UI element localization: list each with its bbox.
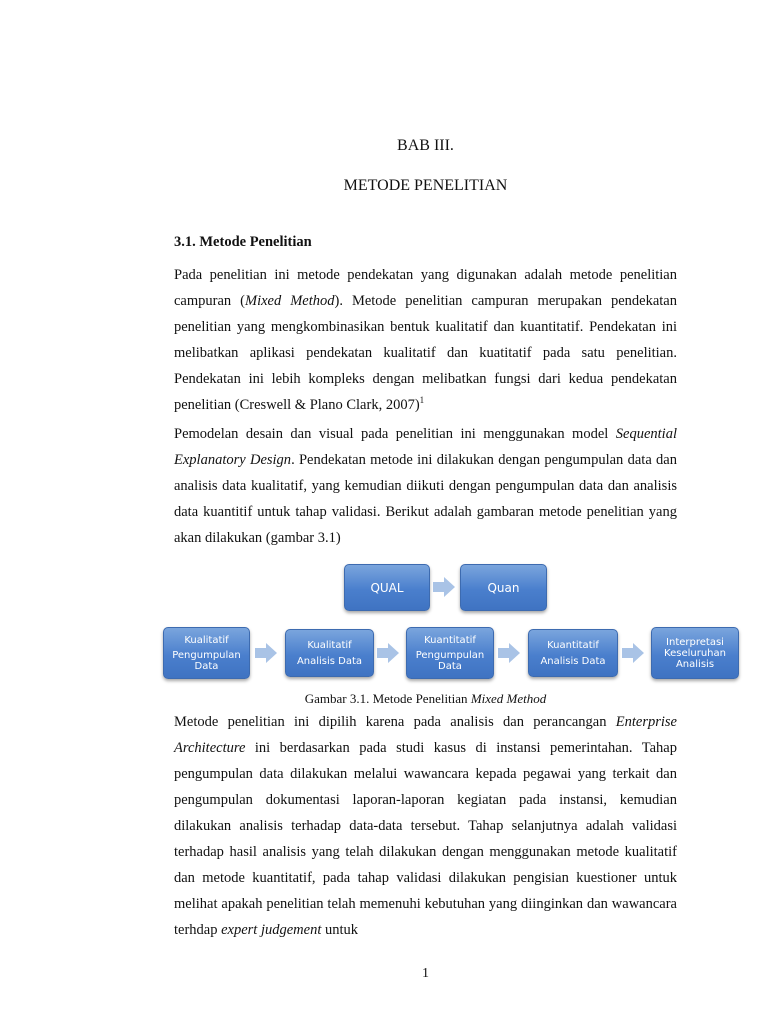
- paragraph-text: . Pendekatan metode ini dilakukan dengan pengumpulan data dan analisis data kualitatif, yang kemudian diikuti dengan pengumpulan data dan analisis data kuantitif untuk tahap validasi. Berikut adalah gambaran metode penelitian yang akan dilakukan (gambar 3.1): [174, 452, 677, 546]
- step-line: Analisis Data: [540, 655, 606, 667]
- step-line: Interpretasi: [666, 636, 724, 648]
- emphasis-text: Sequential Explanatory Design: [174, 426, 677, 468]
- section-heading: 3.1. Metode Penelitian: [174, 234, 312, 250]
- step-line: Data: [194, 660, 219, 672]
- caption-text: Gambar 3.1. Metode Penelitian: [304, 691, 471, 706]
- paragraph-text: untuk: [321, 922, 359, 938]
- paragraph-method-rationale: [174, 709, 677, 943]
- paragraph-mixed-method: [174, 262, 677, 418]
- paragraph-sequential-design: [174, 421, 677, 551]
- step-title: Kuantitatif: [547, 639, 599, 651]
- page-number: 1: [422, 966, 429, 981]
- paragraph-text: Metode penelitian ini dipilih karena pada analisis dan perancangan: [174, 714, 616, 730]
- emphasis-text: Enterprise Architecture: [174, 714, 677, 756]
- chapter-label: BAB III.: [397, 137, 454, 154]
- paragraph-text: ). Metode penelitian campuran merupakan pendekatan penelitian yang mengkombinasikan bentuk kualitatif dan kuantitatif. Pendekatan ini melibatkan aplikasi pendekatan kualitatif dan kuatitatif pada satu penelitian. Pendekatan ini lebih kompleks dengan melibatkan fungsi dari kedua pendekatan penelitian (Creswell & Plano Clark, 2007): [174, 293, 677, 413]
- paragraph-text: Pemodelan desain dan visual pada penelitian ini menggunakan model: [174, 426, 616, 442]
- figure-caption: [174, 691, 677, 707]
- step-title: Kualitatif: [307, 639, 352, 651]
- chapter-title: METODE PENELITIAN: [343, 177, 508, 194]
- paragraph-text: Pada penelitian ini metode pendekatan yang digunakan adalah metode penelitian campuran (: [174, 267, 677, 309]
- step-line: Pengumpulan: [415, 649, 485, 661]
- diagram-box-quan: [460, 564, 547, 611]
- emphasis-text: Mixed Method: [244, 293, 335, 309]
- diagram-step-3: [406, 627, 494, 679]
- emphasis-text: expert judgement: [221, 922, 322, 938]
- paragraph-text: ini berdasarkan pada studi kasus di instansi pemerintahan. Tahap pengumpulan data dilakukan melalui wawancara kepada pegawai yang terkait dan pengumpulan dokumentasi laporan-laporan kegiatan pada instansi, kemudian dilakukan analisis terhadap data-data tersebut. Tahap selanjutnya adalah validasi terhadap hasil analisis yang telah dilakukan dengan menggunakan metode kualitatif dan metode kuantitatif, pada tahap validasi dilakukan pengisian kuestioner untuk melihat apakah penelitian telah memenuhi kebutuhan yang diinginkan dan wawancara terhdap: [174, 740, 677, 938]
- step-line: Analisis: [675, 658, 715, 670]
- diagram-box-qual: [344, 564, 430, 611]
- diagram-box-label: QUAL: [370, 580, 404, 595]
- diagram-step-1: [163, 627, 250, 679]
- diagram-step-4: [528, 629, 618, 677]
- step-title: Kuantitatif: [424, 634, 476, 646]
- step-line: Analisis Data: [296, 655, 363, 667]
- diagram-step-2: [285, 629, 374, 677]
- step-line: Pengumpulan: [172, 649, 241, 661]
- diagram-box-label: Quan: [487, 580, 520, 595]
- diagram-step-5: [651, 627, 739, 679]
- step-line: Keseluruhan: [664, 647, 726, 659]
- step-title: Kualitatif: [184, 634, 229, 646]
- caption-emphasis: Mixed Method: [470, 691, 547, 706]
- step-line: Data: [438, 660, 462, 672]
- footnote-reference[interactable]: 1: [419, 395, 425, 405]
